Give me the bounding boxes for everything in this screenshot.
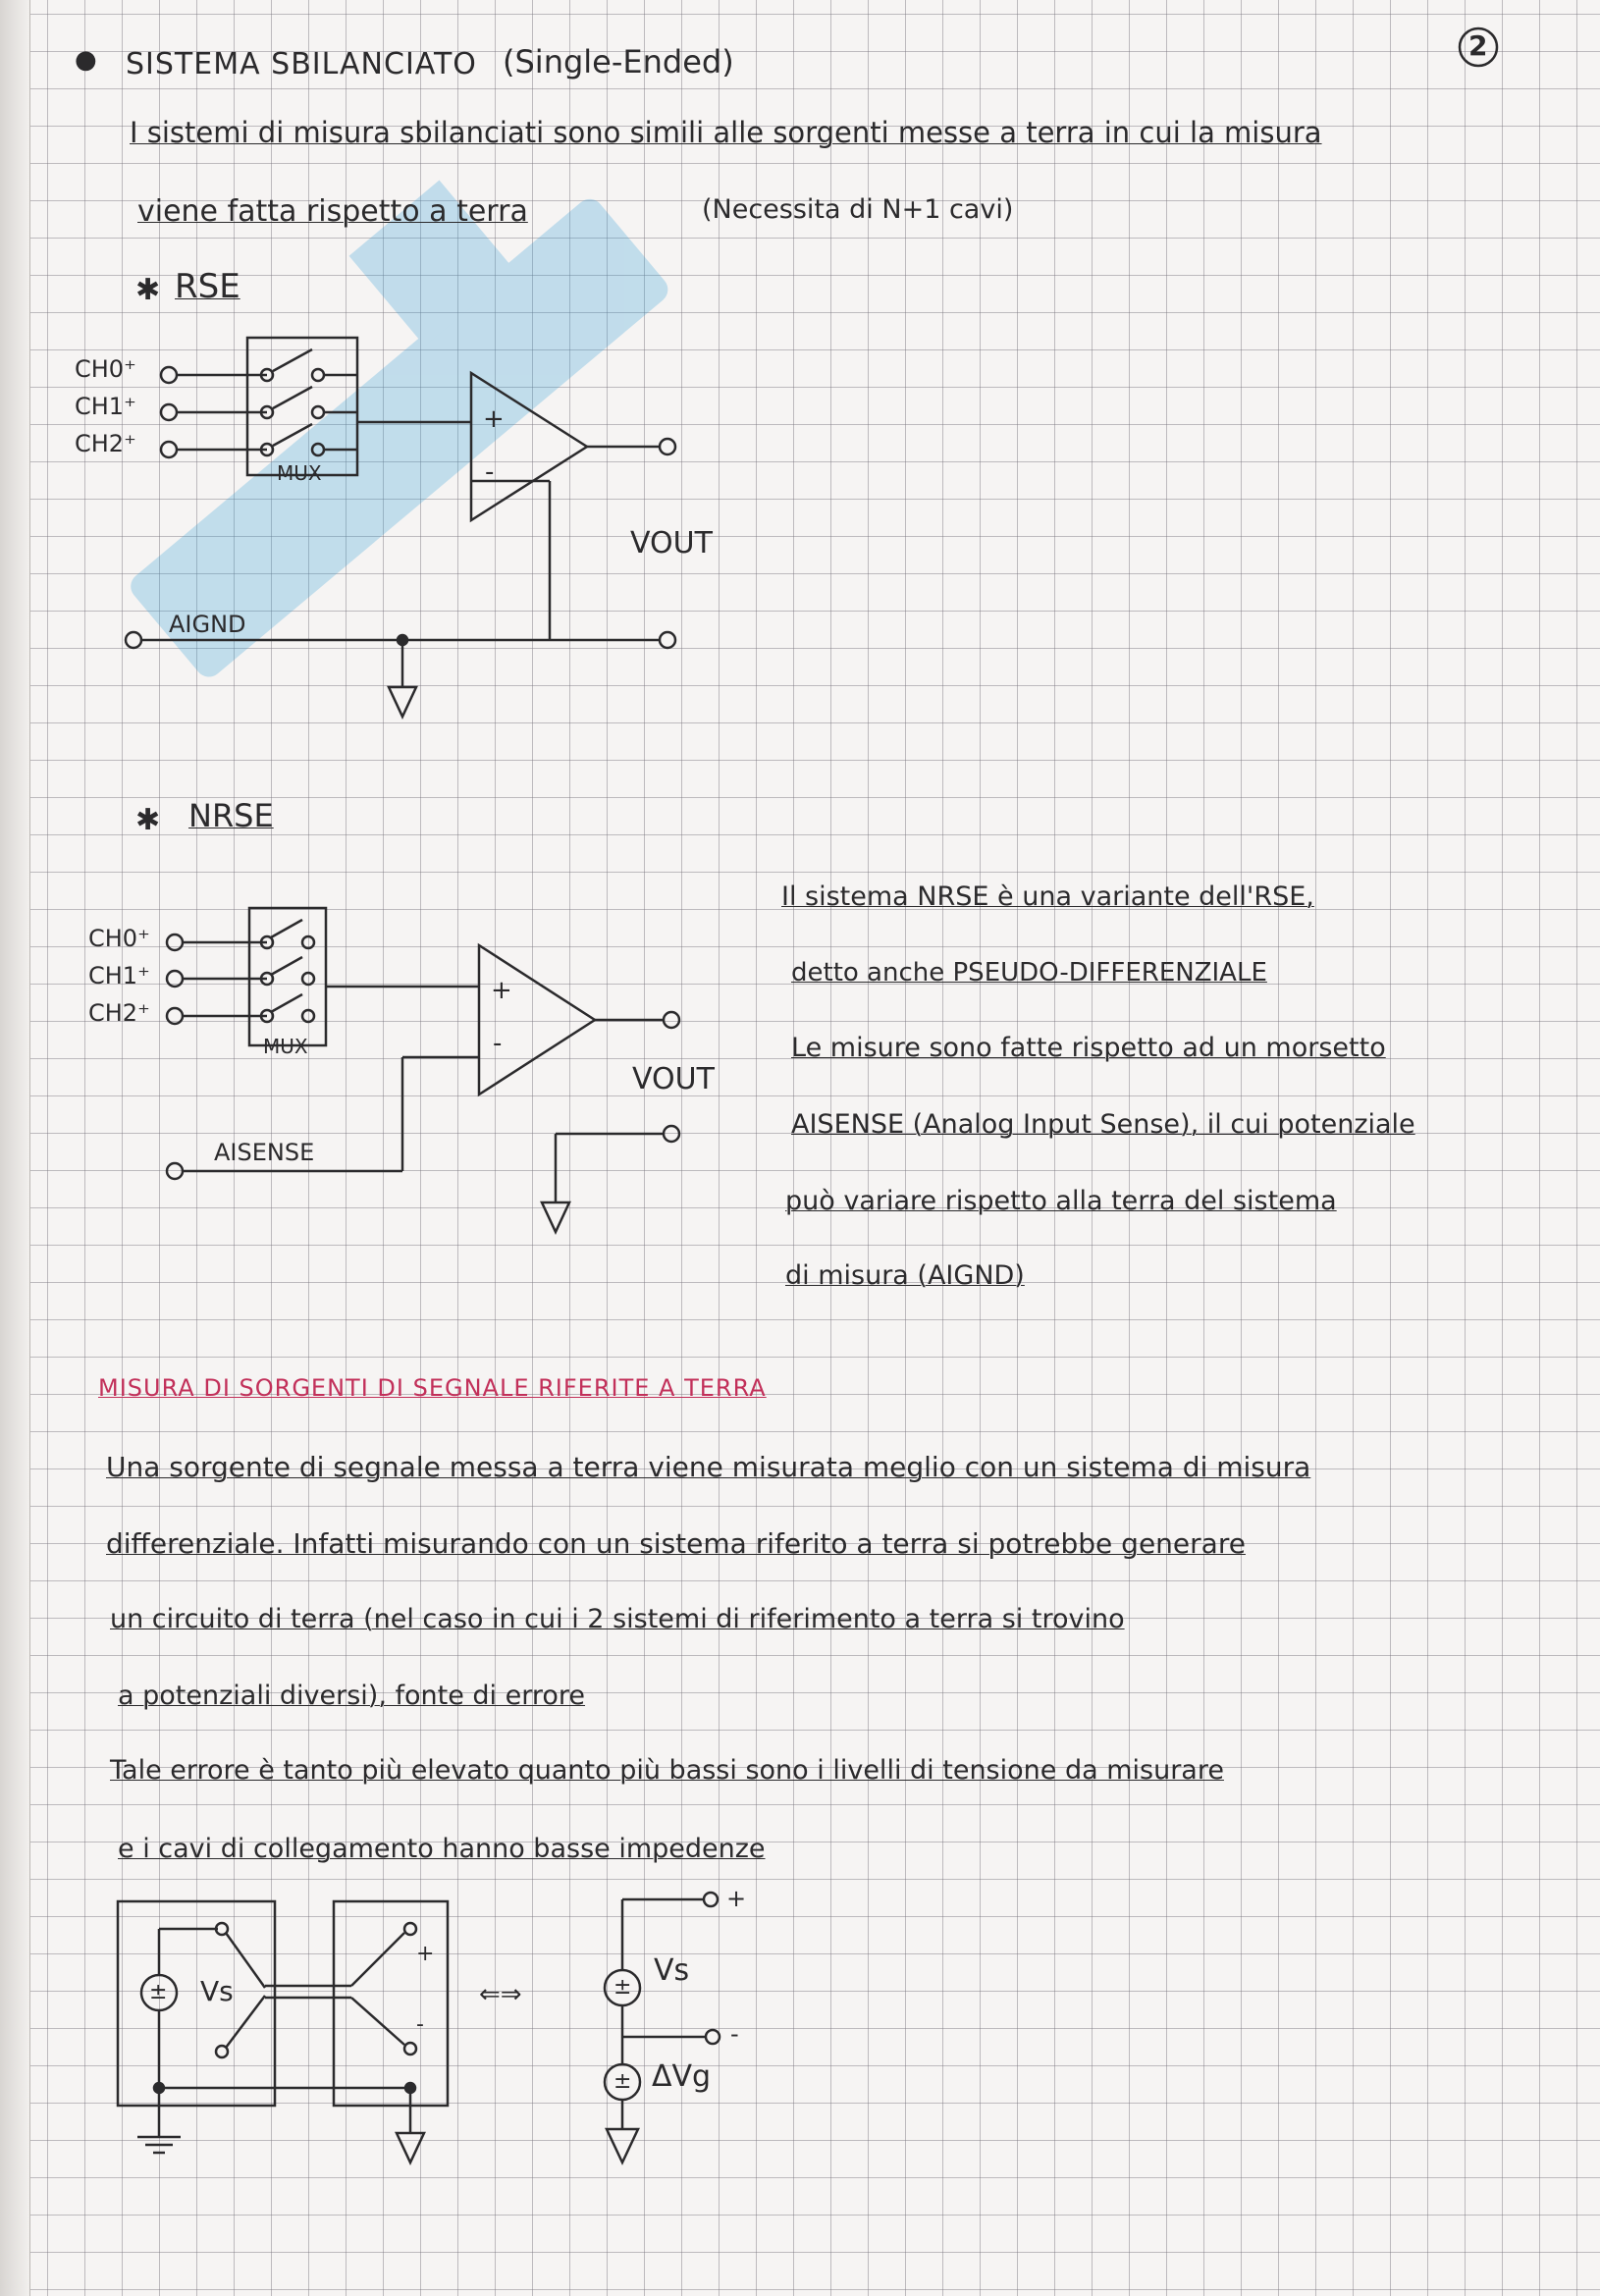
intro-line-2: viene fatta rispetto a terra: [137, 194, 528, 229]
intro-note: (Necessita di N+1 cavi): [702, 194, 1014, 225]
rse-circuit: [59, 324, 726, 736]
grounded-line-2: differenziale. Infatti misurando con un sistema riferito a terra si potrebbe generare: [106, 1527, 1246, 1560]
right-source-symbol: ±: [613, 1975, 632, 2000]
nrse-circuit: [59, 888, 726, 1281]
delta-vg-label: ΔVg: [652, 2059, 712, 2094]
left-source-symbol: ±: [149, 1980, 168, 2004]
left-plus-sign: +: [416, 1942, 435, 1966]
rse-heading: RSE: [175, 267, 240, 306]
nrse-desc-line-2: detto anche PSEUDO-DIFFERENZIALE: [791, 958, 1267, 988]
grounded-line-1: Una sorgente di segnale messa a terra viene misurata meglio con un sistema di misura: [106, 1451, 1311, 1483]
rse-marker: ✱: [135, 273, 161, 307]
nrse-ch1-label: CH1⁺: [88, 962, 150, 989]
section-subtitle: (Single-Ended): [503, 43, 734, 80]
right-source-label: Vs: [654, 1953, 690, 1988]
header-bullet: ●: [75, 45, 97, 75]
ground-loop-diagram: [98, 1880, 785, 2214]
left-source-label: Vs: [200, 1975, 234, 2007]
nrse-desc-line-5: può variare rispetto alla terra del sistema: [785, 1186, 1337, 1216]
left-minus-sign: -: [416, 2012, 424, 2037]
nrse-heading: NRSE: [188, 797, 274, 834]
nrse-desc-line-4: AISENSE (Analog Input Sense), il cui potenziale: [791, 1109, 1415, 1140]
grounded-line-4: a potenziali diversi), fonte di errore: [118, 1681, 586, 1711]
grounded-line-6: e i cavi di collegamento hanno basse impedenze: [118, 1834, 766, 1864]
nrse-vout-label: VOUT: [632, 1062, 715, 1096]
rse-ch1-label: CH1⁺: [75, 393, 136, 420]
nrse-ch2-label: CH2⁺: [88, 999, 150, 1027]
nrse-plus-sign: +: [491, 976, 512, 1005]
nrse-ch0-label: CH0⁺: [88, 925, 150, 952]
page-margin: [0, 0, 30, 2296]
nrse-desc-line-6: di misura (AIGND): [785, 1260, 1025, 1291]
rse-mux-label: MUX: [277, 461, 322, 485]
grounded-line-3: un circuito di terra (nel caso in cui i 2 sistemi di riferimento a terra si trovino: [110, 1604, 1125, 1634]
grounded-line-5: Tale errore è tanto più elevato quanto più bassi sono i livelli di tensione da misurare: [110, 1755, 1224, 1786]
right-minus-sign: -: [730, 2020, 739, 2048]
rse-ch2-label: CH2⁺: [75, 430, 136, 457]
grounded-section-title: MISURA DI SORGENTI DI SEGNALE RIFERITE A TERRA: [98, 1374, 767, 1402]
rse-minus-sign: -: [485, 457, 495, 487]
nrse-desc-line-1: Il sistema NRSE è una variante dell'RSE,: [781, 881, 1314, 912]
intro-line-1: I sistemi di misura sbilanciati sono simili alle sorgenti messe a terra in cui la misura: [130, 116, 1322, 149]
delta-source-symbol: ±: [613, 2069, 632, 2094]
rse-plus-sign: +: [483, 404, 505, 434]
rse-vout-label: VOUT: [630, 526, 713, 561]
nrse-minus-sign: -: [493, 1029, 503, 1058]
nrse-marker: ✱: [135, 803, 161, 837]
nrse-desc-line-3: Le misure sono fatte rispetto ad un morsetto: [791, 1033, 1386, 1063]
rse-ch0-label: CH0⁺: [75, 355, 136, 383]
page-number: 2: [1468, 29, 1488, 62]
section-title: SISTEMA SBILANCIATO: [126, 47, 477, 81]
equivalence-arrow: ⇐⇒: [479, 1980, 522, 2009]
nrse-mux-label: MUX: [263, 1035, 308, 1058]
right-plus-sign: +: [726, 1885, 747, 1912]
rse-aignd-label: AIGND: [169, 611, 246, 638]
nrse-aisense-label: AISENSE: [214, 1139, 315, 1166]
